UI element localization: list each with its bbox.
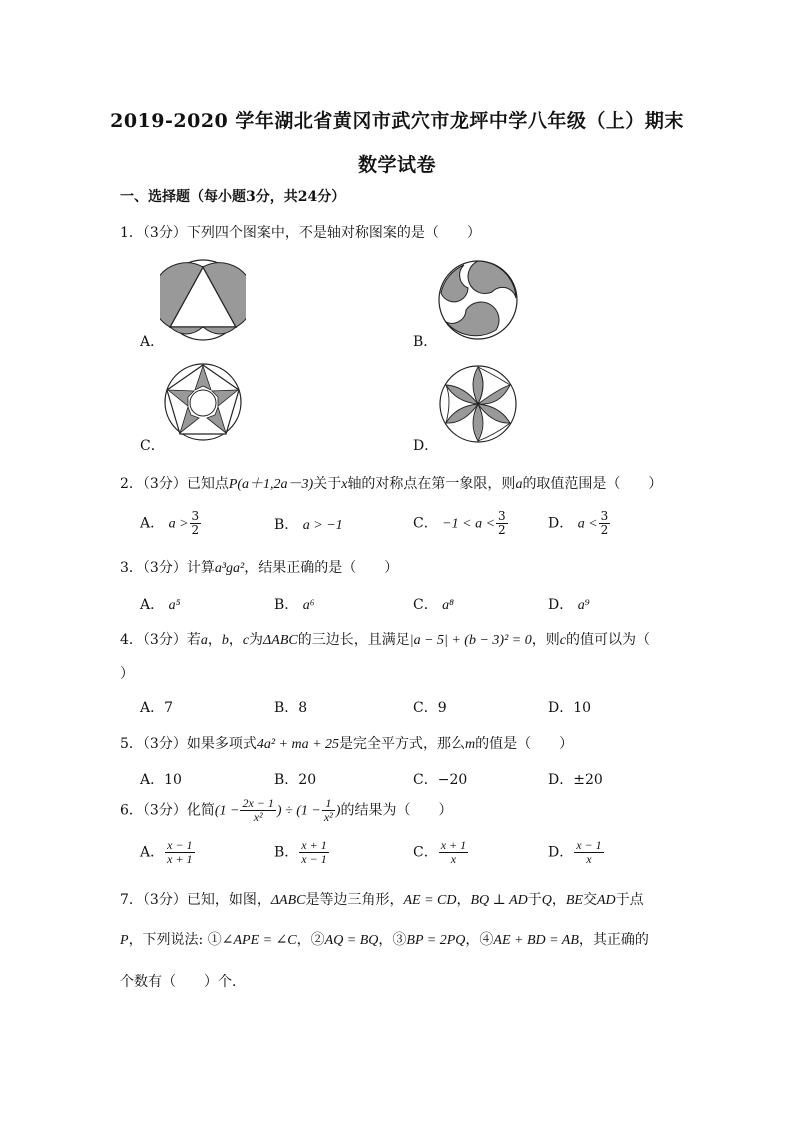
q4-option-d: D．10 — [548, 700, 592, 716]
q2-option-c: C． −1 < a < $\frac{3}{2}$ — [413, 509, 506, 537]
q5-option-c: C．−20 — [413, 772, 468, 788]
question-2-stem: 2．（3分）已知点P(a＋1,2a－3)关于x轴的对称点在第一象限，则a的取值范围是（ ） — [120, 476, 663, 492]
q2-option-a: A． a > $\frac{3}{2}$ — [140, 509, 200, 537]
question-6-stem: 6．（3分）化简(1 − $\frac{2x - 1}{\text{x²}}$ ) ÷ (1 − $\frac{1}{\text{x²}}$ )的结果为（ ） — [120, 796, 453, 824]
page-title-line1: 2019-2020 学年湖北省黄冈市武穴市龙坪中学八年级（上）期末 — [110, 110, 684, 132]
q5-option-a: A．10 — [140, 772, 182, 788]
q1-option-c-label: C． — [140, 438, 165, 454]
page-title-line2: 数学试卷 — [357, 154, 436, 176]
q1-option-d-label: D． — [413, 438, 439, 454]
q2-option-b: B． a > −1 — [274, 517, 343, 533]
question-5-stem: 5．（3分）如果多项式4a² + ma + 25是完全平方式，那么m的值是（ ） — [120, 736, 574, 752]
q1-figure-c — [160, 362, 246, 442]
q1-option-a-label: A． — [140, 334, 165, 350]
q6-option-a: A． $\frac{x - 1}{x + 1}$ — [140, 838, 193, 866]
q4-option-a: A．7 — [140, 700, 174, 716]
q4-option-c: C．9 — [413, 700, 447, 716]
q4-option-b: B．8 — [274, 700, 308, 716]
question-4-stem-end: ） — [120, 666, 134, 682]
question-7-line-1: 7．（3分）已知，如图，ΔABC是等边三角形，AE = CD，BQ ⊥ AD于Q，BE交AD于点 — [120, 892, 644, 908]
q6-option-c: C． $\frac{x + 1}{x}$ — [413, 838, 467, 866]
q3-option-d: D． a⁹ — [548, 597, 590, 613]
q6-option-b: B． $\frac{x + 1}{x - 1}$ — [274, 838, 327, 866]
q3-option-b: B． a⁶ — [274, 597, 315, 613]
q6-option-d: D． $\frac{x - 1}{x}$ — [548, 838, 602, 866]
q1-figure-a — [160, 257, 246, 343]
q3-option-a: A． a⁵ — [140, 597, 181, 613]
section-heading: 一、选择题（每小题3分，共24分） — [120, 189, 346, 205]
q2-option-d: D． a < $\frac{3}{2}$ — [548, 509, 609, 537]
question-3-stem: 3．（3分）计算a³ga²，结果正确的是（ ） — [120, 560, 399, 576]
question-7-line-3: 个数有（ ）个． — [120, 974, 246, 990]
q1-option-b-label: B． — [413, 334, 438, 350]
question-7-line-2: P，下列说法: ①∠APE = ∠C，②AQ = BQ，③BP = 2PQ，④AE + BD = AB，其正确的 — [120, 932, 649, 948]
q5-option-d: D．±20 — [548, 772, 603, 788]
q1-figure-b — [436, 258, 520, 342]
q1-figure-d — [436, 364, 520, 444]
question-1-stem: 1．（3分）下列四个图案中，不是轴对称图案的是（ ） — [120, 225, 481, 241]
q3-option-c: C． a⁸ — [413, 597, 455, 613]
question-4-stem: 4．（3分）若a，b，c为ΔABC的三边长，且满足|a − 5| + (b − 3)² = 0，则c的值可以为（ — [120, 632, 650, 648]
q5-option-b: B．20 — [274, 772, 317, 788]
